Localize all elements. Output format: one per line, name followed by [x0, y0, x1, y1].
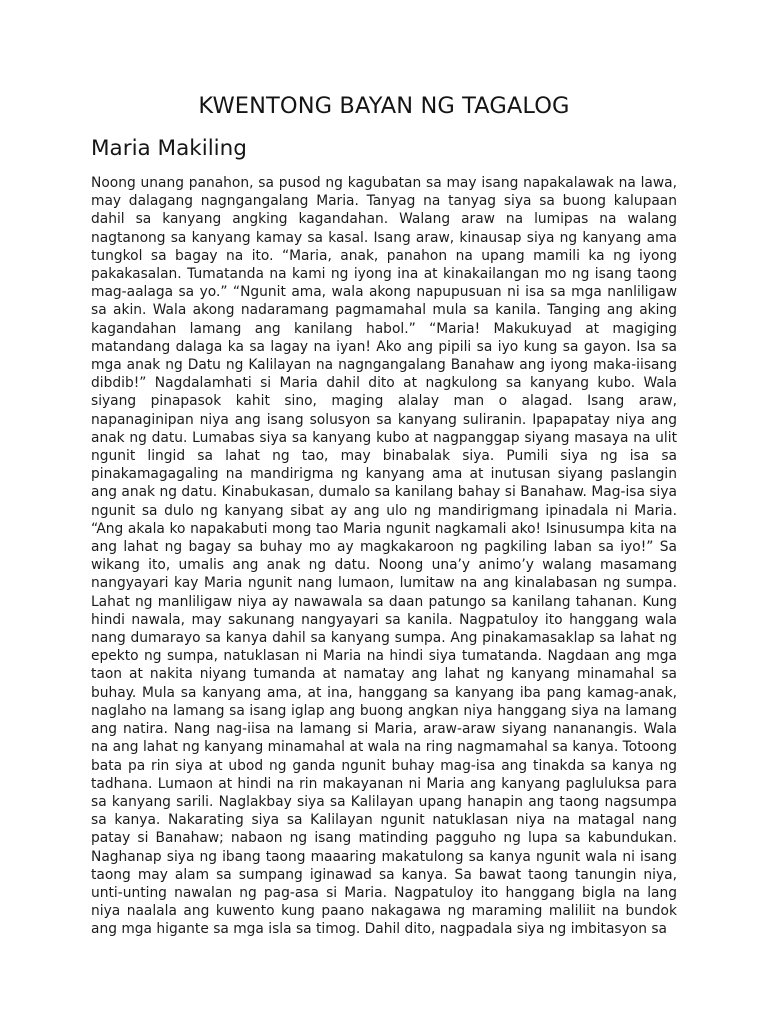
paragraph-line: sa akin. Wala akong nadaramang pagmamahal mula sa kanila. Tanging ang aking	[91, 302, 677, 319]
paragraph-line: tadhana. Lumaon at hindi na rin makayanan ni Maria ang kanyang pagluluksa para	[91, 775, 677, 792]
paragraph-line: na ang lahat ng kanyang minamahal at wala na ring nagmamahal sa kanya. Totoong	[91, 739, 677, 756]
story-heading: Maria Makiling	[91, 136, 247, 161]
paragraph-line: mga anak ng Datu ng Kalilayan na nagngangalang Banahaw ang iyong maka-iisang	[91, 357, 677, 374]
paragraph-line: taon at nakita niyang tumanda at namatay ang lahat ng kanyang minamahal sa	[91, 666, 677, 683]
paragraph-line: mag-aalaga sa yo.” “Ngunit ama, wala akong napupusuan ni isa sa mga nanliligaw	[91, 284, 677, 301]
document-title: KWENTONG BAYAN NG TAGALOG	[198, 93, 570, 119]
paragraph-line: dibdib!” Nagdalamhati si Maria dahil dito at nagkulong sa kanyang kubo. Wala	[91, 375, 677, 392]
paragraph-line: matandang dalaga ka sa lagay na iyan! Ako ang pipili sa iyo kung sa gayon. Isa sa	[91, 338, 677, 355]
paragraph-line: siyang pinapasok kahit sino, maging alalay man o alagad. Isang araw,	[91, 393, 677, 410]
paragraph-line: pakakasalan. Tumatanda na kami ng iyong ina at kinakailangan mo ng isang taong	[91, 266, 677, 283]
paragraph-line: patay si Banahaw; nabaon ng isang matinding pagguho ng lupa sa kabundukan.	[91, 830, 677, 847]
paragraph-line: ngunit sa dulo ng kanyang sibat ay ang ulo ng mandirigmang ipinadala ni Maria.	[91, 502, 677, 519]
paragraph-line: nang dumarayo sa kanya dahil sa kanyang sumpa. Ang pinakamasaklap sa lahat ng	[91, 630, 677, 647]
paragraph-line: Lahat ng manliligaw niya ay nawawala sa daan patungo sa kanilang tahanan. Kung	[91, 593, 677, 610]
paragraph-line: “Ang akala ko napakabuti mong tao Maria ngunit nagkamali ako! Isinusumpa kita na	[91, 520, 677, 537]
paragraph-line: bata pa rin siya at ubod ng ganda ngunit buhay mag-isa ang tinakda sa kanya ng	[91, 757, 677, 774]
paragraph-line: may dalagang nagngangalang Maria. Tanyag na tanyag siya sa buong kalupaan	[91, 193, 677, 210]
paragraph-line: kagandahan lamang ang kanilang habol.” “Maria! Makukuyad at magiging	[91, 320, 677, 337]
paragraph-line: nagtanong sa kanyang kamay sa kasal. Isang araw, kinausap siya ng kanyang ama	[91, 229, 677, 246]
paragraph-line: sa kanyang sarili. Naglakbay siya sa Kalilayan upang hanapin ang taong nagsumpa	[91, 793, 677, 810]
paragraph-line: napanaginipan niya ang isang solusyon sa kanyang suliranin. Ipapapatay niya ang	[91, 411, 677, 428]
paragraph-line: ang mga higante sa mga isla sa timog. Dahil dito, nagpadala siya ng imbitasyon sa	[91, 921, 667, 938]
paragraph-line: wikang ito, umalis ang anak ng datu. Noong una’y animo’y walang masamang	[91, 557, 677, 574]
paragraph-line: ang natira. Nang nag-iisa na lamang si Maria, araw-araw siyang nananangis. Wala	[91, 721, 677, 738]
paragraph-line: tungkol sa bagay na ito. “Maria, anak, panahon na upang mamili ka ng iyong	[91, 247, 677, 264]
paragraph-line: niya naalala ang kuwento kung paano nakagawa ng maraming maliliit na bundok	[91, 903, 677, 920]
paragraph-line: anak ng datu. Lumabas siya sa kanyang kubo at nagpanggap siyang masaya na ulit	[91, 429, 677, 446]
paragraph-line: nangyayari kay Maria ngunit nang lumaon, lumitaw na ang kinalabasan ng sumpa.	[91, 575, 677, 592]
paragraph-line: ngunit lingid sa lahat ng tao, may binabalak siya. Pumili siya ng isa sa	[91, 448, 677, 465]
story-body	[91, 174, 677, 939]
paragraph-line: Noong unang panahon, sa pusod ng kagubatan sa may isang napakalawak na lawa,	[91, 175, 677, 191]
paragraph-line: ang lahat ng bagay sa buhay mo ay magkakaroon ng pagkiling laban sa iyo!” Sa	[91, 539, 677, 556]
paragraph-line: Naghanap siya ng ibang taong maaaring makatulong sa kanya ngunit wala ni isang	[91, 848, 677, 865]
paragraph-line: sa kanya. Nakarating siya sa Kalilayan ngunit natuklasan niya na matagal nang	[91, 812, 677, 829]
paragraph-line: ang anak ng datu. Kinabukasan, dumalo sa kanilang bahay si Banahaw. Mag-isa siya	[91, 484, 677, 501]
paragraph-line: naglaho na lamang sa isang iglap ang buong angkan niya hanggang siya na lamang	[91, 702, 677, 719]
paragraph-line: pinakamagagaling na mandirigma ng kanyang ama at inutusan siyang paslangin	[91, 466, 677, 483]
paragraph-line: epekto ng sumpa, natuklasan ni Maria na hindi siya tumatanda. Nagdaan ang mga	[91, 648, 677, 665]
paragraph-line: taong may alam sa sumpang iginawad sa kanya. Sa bawat taong tanungin niya,	[91, 866, 677, 883]
paragraph-line: dahil sa kanyang angking kagandahan. Walang araw na lumipas na walang	[91, 211, 677, 228]
paragraph-line: unti-unting nawalan ng pag-asa si Maria. Nagpatuloy ito hanggang bigla na lang	[91, 884, 677, 901]
paragraph-line: buhay. Mula sa kanyang ama, at ina, hanggang sa kanyang iba pang kamag-anak,	[91, 684, 677, 701]
paragraph-line: hindi nawala, may sakunang nangyayari sa kanila. Nagpatuloy ito hanggang wala	[91, 611, 677, 628]
